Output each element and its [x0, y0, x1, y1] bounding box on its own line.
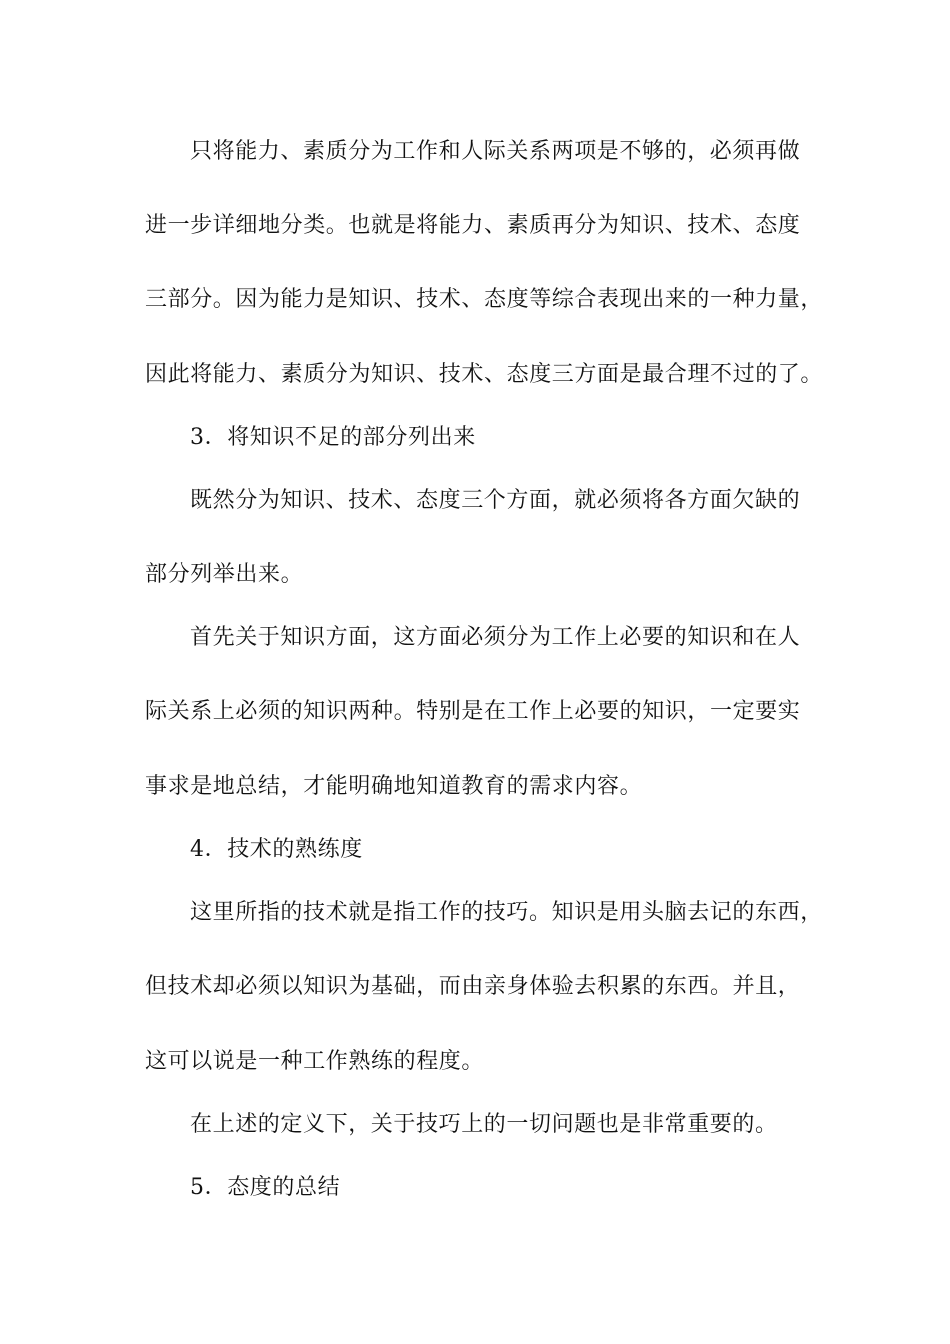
section-heading: 5．态度的总结	[190, 1175, 341, 1200]
paragraph-line: 部分列举出来。	[145, 562, 304, 587]
paragraph-line: 只将能力、素质分为工作和人际关系两项是不够的，必须再做	[190, 139, 801, 164]
paragraph-line: 首先关于知识方面，这方面必须分为工作上必要的知识和在人	[190, 625, 801, 650]
section-heading: 4．技术的熟练度	[190, 837, 363, 862]
paragraph-line: 既然分为知识、技术、态度三个方面，就必须将各方面欠缺的	[190, 488, 801, 513]
section-heading: 3．将知识不足的部分列出来	[190, 425, 476, 450]
paragraph-line: 三部分。因为能力是知识、技术、态度等综合表现出来的一种力量，	[145, 287, 824, 312]
paragraph-line: 事求是地总结，才能明确地知道教育的需求内容。	[145, 774, 643, 799]
paragraph-line: 这可以说是一种工作熟练的程度。	[145, 1049, 485, 1074]
paragraph-line: 因此将能力、素质分为知识、技术、态度三方面是最合理不过的了。	[145, 362, 824, 387]
paragraph-line: 这里所指的技术就是指工作的技巧。知识是用头脑去记的东西，	[190, 900, 823, 925]
paragraph-line: 在上述的定义下，关于技巧上的一切问题也是非常重要的。	[190, 1112, 778, 1137]
paragraph-line: 际关系上必须的知识两种。特别是在工作上必要的知识，一定要实	[145, 699, 801, 724]
paragraph-line: 但技术却必须以知识为基础，而由亲身体验去积累的东西。并且，	[145, 974, 801, 999]
paragraph-line: 进一步详细地分类。也就是将能力、素质再分为知识、技术、态度	[145, 213, 801, 238]
